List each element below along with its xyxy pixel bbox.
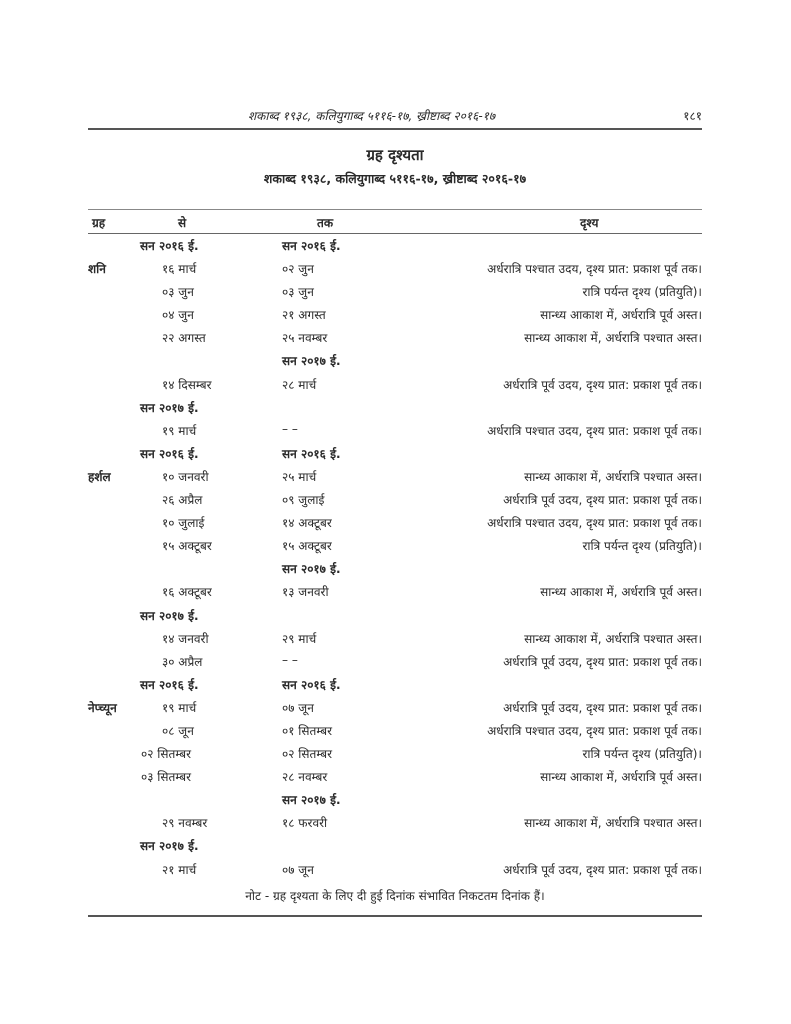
table-row <box>88 580 702 603</box>
to-date: १५ अक्टूबर <box>282 539 332 554</box>
table-row <box>88 303 702 326</box>
table-row <box>88 650 702 673</box>
bottom-rule <box>88 915 702 917</box>
visibility-description: अर्धरात्रि पूर्व उदय, दृश्य प्रात: प्रकाश पूर्व तक। <box>503 493 702 508</box>
running-head-title: शकाब्द १९३८, कलियुगाब्द ५११६-१७, ख्रीष्टाब्द २०१६-१७ <box>248 109 496 123</box>
from-date: १५ अक्टूबर <box>162 539 212 554</box>
table-header <box>88 209 702 234</box>
from-date: १६ अक्टूबर <box>162 585 212 600</box>
table-row <box>88 534 702 557</box>
from-date: ०३ सितम्बर <box>141 770 192 785</box>
to-date: – – <box>282 421 298 436</box>
table-row <box>88 419 702 442</box>
to-date: २५ नवम्बर <box>282 331 328 346</box>
to-date: ०२ सितम्बर <box>282 747 333 762</box>
table-row <box>88 349 702 372</box>
from-date: १६ मार्च <box>162 262 197 277</box>
to-date: २९ मार्च <box>282 631 317 646</box>
visibility-description: अर्धरात्रि पूर्व उदय, दृश्य प्रात: प्रकाश पूर्व तक। <box>503 377 702 392</box>
table-row <box>88 234 702 257</box>
to-date: १३ जनवरी <box>282 585 329 600</box>
to-date: २८ मार्च <box>282 377 317 392</box>
planet-name: शनि <box>88 262 106 277</box>
to-year-label: सन २०१७ ई. <box>282 562 341 577</box>
footnote: नोट - ग्रह दृश्यता के लिए दी हुई दिनांक संभावित निकटतम दिनांक हैं। <box>245 889 545 903</box>
table-row <box>88 257 702 280</box>
to-date: ०७ जून <box>282 862 314 877</box>
to-year-label: सन २०१७ ई. <box>282 793 341 808</box>
visibility-description: अर्धरात्रि पूर्व उदय, दृश्य प्रात: प्रकाश पूर्व तक। <box>503 862 702 877</box>
to-date: – – <box>282 652 298 667</box>
running-head <box>88 107 702 125</box>
table-row <box>88 788 702 811</box>
from-date: ०८ जून <box>162 723 194 738</box>
header-to: तक <box>317 216 334 230</box>
header-planet: ग्रह <box>92 216 106 230</box>
table-row <box>88 557 702 580</box>
from-date: १४ जनवरी <box>162 631 209 646</box>
from-date: ०२ सितम्बर <box>141 747 192 762</box>
table-row <box>88 442 702 465</box>
from-date: १४ दिसम्बर <box>162 377 212 392</box>
from-year-label: सन २०१६ ई. <box>140 239 199 253</box>
table-row <box>88 858 702 881</box>
from-year-label: सन २०१७ ई. <box>140 839 199 854</box>
visibility-description: सान्ध्य आकाश में, अर्धरात्रि पूर्व अस्त। <box>540 770 702 785</box>
table-row <box>88 811 702 834</box>
visibility-description: सान्ध्य आकाश में, अर्धरात्रि पश्चात अस्त। <box>524 469 702 484</box>
to-year-label: सन २०१६ ई. <box>282 239 341 253</box>
visibility-description: अर्धरात्रि पश्चात उदय, दृश्य प्रात: प्रकाश पूर्व तक। <box>487 516 702 531</box>
visibility-table <box>88 209 702 881</box>
visibility-description: सान्ध्य आकाश में, अर्धरात्रि पश्चात अस्त। <box>524 816 702 831</box>
visibility-description: अर्धरात्रि पूर्व उदय, दृश्य प्रात: प्रकाश पूर्व तक। <box>503 700 702 715</box>
table-body <box>88 234 702 881</box>
table-row <box>88 396 702 419</box>
visibility-description: अर्धरात्रि पश्चात उदय, दृश्य प्रात: प्रकाश पूर्व तक। <box>487 262 702 277</box>
page-number: १८१ <box>683 109 702 123</box>
to-date: ०९ जुलाई <box>282 493 325 508</box>
table-row <box>88 627 702 650</box>
from-date: १९ मार्च <box>162 700 197 715</box>
table-row <box>88 834 702 857</box>
from-date: १९ मार्च <box>162 423 197 438</box>
table-row <box>88 373 702 396</box>
to-date: ०१ सितम्बर <box>282 723 333 738</box>
to-date: १४ अक्टूबर <box>282 516 332 531</box>
from-date: २६ अप्रैल <box>162 493 203 508</box>
to-date: ०७ जून <box>282 700 314 715</box>
table-row <box>88 673 702 696</box>
visibility-description: सान्ध्य आकाश में, अर्धरात्रि पूर्व अस्त। <box>540 585 702 600</box>
planet-name: नेप्च्यून <box>88 700 117 715</box>
table-row <box>88 765 702 788</box>
from-date: १० जुलाई <box>162 516 205 531</box>
from-date: ०३ जुन <box>162 285 194 300</box>
planet-name: हर्शल <box>88 469 111 484</box>
table-row <box>88 742 702 765</box>
table-row <box>88 326 702 349</box>
table-row <box>88 719 702 742</box>
to-date: ०२ जुन <box>282 262 314 277</box>
header-from: से <box>178 216 187 230</box>
from-date: १० जनवरी <box>162 469 209 484</box>
table-row <box>88 465 702 488</box>
to-year-label: सन २०१७ ई. <box>282 354 341 369</box>
from-date: ३० अप्रैल <box>162 654 203 669</box>
visibility-description: रात्रि पर्यन्त दृश्य (प्रतियुति)। <box>582 539 702 554</box>
to-date: २१ अगस्त <box>282 308 326 323</box>
table-row <box>88 280 702 303</box>
visibility-description: अर्धरात्रि पश्चात उदय, दृश्य प्रात: प्रकाश पूर्व तक। <box>487 423 702 438</box>
visibility-description: अर्धरात्रि पूर्व उदय, दृश्य प्रात: प्रकाश पूर्व तक। <box>503 654 702 669</box>
to-date: २५ मार्च <box>282 469 317 484</box>
table-row <box>88 488 702 511</box>
from-date: ०४ जुन <box>162 308 194 323</box>
from-year-label: सन २०१६ ई. <box>140 446 199 461</box>
from-date: २९ नवम्बर <box>162 816 208 831</box>
visibility-description: अर्धरात्रि पश्चात उदय, दृश्य प्रात: प्रकाश पूर्व तक। <box>487 723 702 738</box>
from-year-label: सन २०१७ ई. <box>140 608 199 623</box>
page-subtitle: शकाब्द १९३८, कलियुगाब्द ५११६-१७, ख्रीष्टाब्द २०१६-१७ <box>263 171 527 186</box>
visibility-description: रात्रि पर्यन्त दृश्य (प्रतियुति)। <box>582 747 702 762</box>
table-row <box>88 511 702 534</box>
top-rule <box>88 128 702 130</box>
from-year-label: सन २०१६ ई. <box>140 677 199 692</box>
visibility-description: सान्ध्य आकाश में, अर्धरात्रि पश्चात अस्त। <box>524 331 702 346</box>
table-row <box>88 604 702 627</box>
to-year-label: सन २०१६ ई. <box>282 677 341 692</box>
to-date: २८ नवम्बर <box>282 770 328 785</box>
visibility-description: सान्ध्य आकाश में, अर्धरात्रि पूर्व अस्त। <box>540 308 702 323</box>
visibility-description: सान्ध्य आकाश में, अर्धरात्रि पश्चात अस्त। <box>524 631 702 646</box>
table-row <box>88 696 702 719</box>
from-date: २१ मार्च <box>162 862 197 877</box>
page-title: ग्रह दृश्यता <box>366 146 424 164</box>
to-date: १८ फरवरी <box>282 816 328 831</box>
to-date: ०३ जुन <box>282 285 314 300</box>
document-page <box>88 0 702 1024</box>
from-date: २२ अगस्त <box>162 331 206 346</box>
from-year-label: सन २०१७ ई. <box>140 400 199 415</box>
visibility-description: रात्रि पर्यन्त दृश्य (प्रतियुति)। <box>582 285 702 300</box>
to-year-label: सन २०१६ ई. <box>282 446 341 461</box>
header-visibility: दृश्य <box>580 216 599 230</box>
